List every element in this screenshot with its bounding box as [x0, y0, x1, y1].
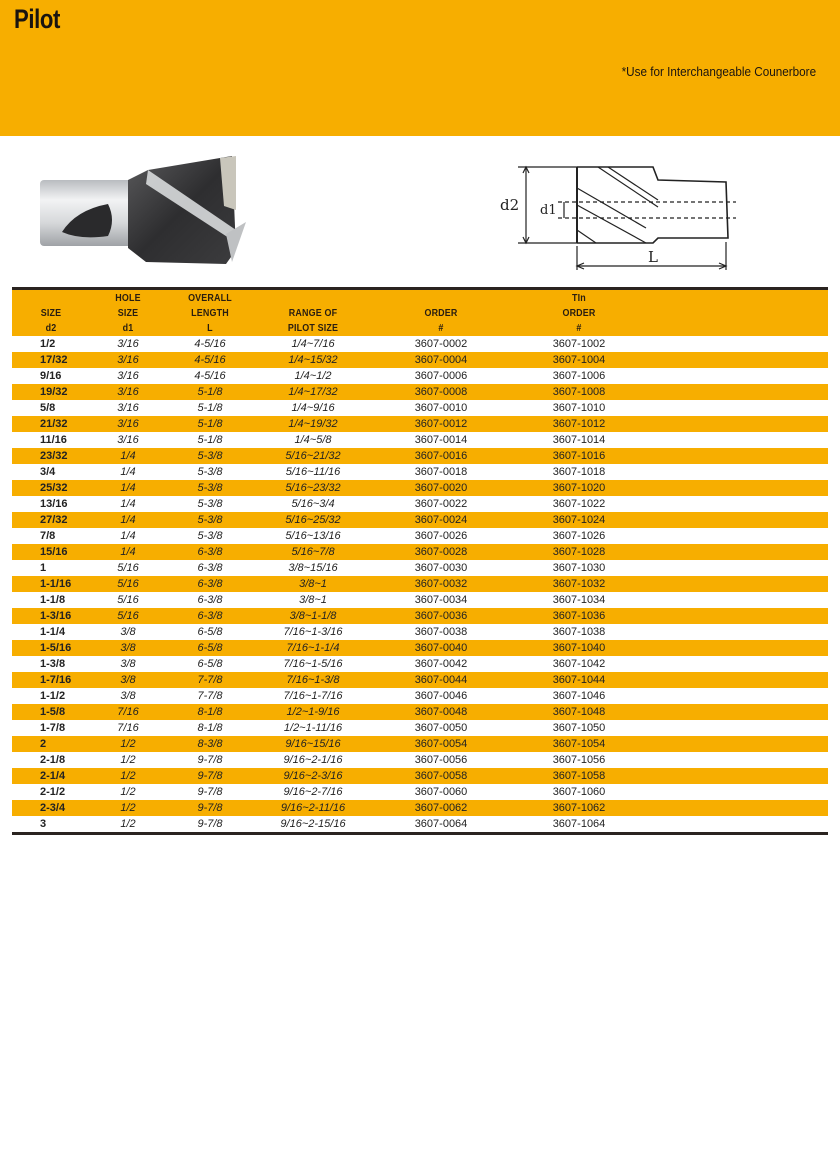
cell-hole: 3/8 — [120, 674, 136, 686]
cell-tin-order: 3607-1050 — [552, 722, 606, 734]
cell-length: 6-3/8 — [197, 610, 223, 622]
cell-tin-order: 3607-1026 — [552, 530, 606, 542]
cell-spacer — [648, 624, 828, 640]
cell-hole: 3/16 — [117, 386, 139, 398]
cell-hole: 1/4 — [120, 466, 136, 478]
cell-length: 8-1/8 — [197, 722, 223, 734]
cell-order: 3607-0020 — [414, 482, 468, 494]
cell-range: 1/2~1-11/16 — [283, 722, 343, 734]
cell-spacer — [648, 704, 828, 720]
cell-length: 5-3/8 — [197, 450, 223, 462]
label-d2: d2 — [500, 196, 520, 214]
cell-length: 9-7/8 — [197, 802, 223, 814]
label-d1: d1 — [540, 203, 557, 218]
cell-spacer — [648, 496, 828, 512]
table-row — [12, 672, 828, 688]
label-L: L — [648, 248, 658, 266]
table-row — [12, 640, 828, 656]
cell-size: 1-3/8 — [40, 658, 66, 670]
cell-tin-order: 3607-1042 — [552, 658, 606, 670]
table-row — [12, 592, 828, 608]
cell-range: 5/16~21/32 — [285, 450, 341, 462]
table-row — [12, 656, 828, 672]
cell-size: 23/32 — [40, 450, 68, 462]
cell-spacer — [648, 352, 828, 368]
cell-spacer — [648, 672, 828, 688]
cell-range: 1/4~1/2 — [294, 370, 332, 382]
cell-tin-order: 3607-1048 — [552, 706, 606, 718]
cell-spacer — [648, 448, 828, 464]
cell-order: 3607-0012 — [414, 418, 468, 430]
cell-order: 3607-0016 — [414, 450, 468, 462]
cell-tin-order: 3607-1036 — [552, 610, 606, 622]
cell-range: 5/16~25/32 — [285, 514, 341, 526]
cell-length: 8-1/8 — [197, 706, 223, 718]
cell-range: 9/16~15/16 — [285, 738, 341, 750]
col-header-order: ORDER # — [424, 307, 458, 334]
cell-spacer — [648, 528, 828, 544]
cell-order: 3607-0050 — [414, 722, 468, 734]
product-photo — [36, 150, 252, 272]
cell-size: 2 — [40, 738, 47, 750]
col-header-spacer — [648, 290, 828, 336]
cell-spacer — [648, 464, 828, 480]
cell-range: 1/4~15/32 — [288, 354, 338, 366]
cell-size: 1-1/8 — [40, 594, 66, 606]
cell-length: 6-3/8 — [197, 578, 223, 590]
col-header-hole-size: HOLE SIZE d1 — [115, 292, 141, 334]
cell-tin-order: 3607-1024 — [552, 514, 606, 526]
cell-length: 6-5/8 — [197, 626, 223, 638]
cell-size: 1-1/2 — [40, 690, 66, 702]
cell-order: 3607-0064 — [414, 818, 468, 830]
cell-range: 3/8~1 — [299, 594, 327, 606]
table-row — [12, 384, 828, 400]
table-row — [12, 464, 828, 480]
cell-range: 3/8~15/16 — [288, 562, 338, 574]
cell-tin-order: 3607-1032 — [552, 578, 606, 590]
cell-size: 15/16 — [40, 546, 68, 558]
cell-size: 7/8 — [40, 530, 56, 542]
cell-size: 13/16 — [40, 498, 68, 510]
cell-length: 5-3/8 — [197, 498, 223, 510]
cell-range: 5/16~23/32 — [285, 482, 341, 494]
usage-note: *Use for Interchangeable Counerbore — [621, 64, 816, 79]
cell-tin-order: 3607-1012 — [552, 418, 606, 430]
dimension-diagram — [496, 150, 746, 275]
cell-size: 27/32 — [40, 514, 68, 526]
cell-hole: 1/4 — [120, 546, 136, 558]
cell-hole: 1/2 — [120, 802, 136, 814]
table-row — [12, 720, 828, 736]
table-row — [12, 704, 828, 720]
cell-spacer — [648, 336, 828, 352]
cell-spacer — [648, 608, 828, 624]
cell-size: 2-3/4 — [40, 802, 66, 814]
cell-spacer — [648, 480, 828, 496]
cell-hole: 1/2 — [120, 770, 136, 782]
cell-range: 3/8~1-1/8 — [289, 610, 337, 622]
cell-spacer — [648, 416, 828, 432]
cell-size: 21/32 — [40, 418, 68, 430]
cell-order: 3607-0014 — [414, 434, 468, 446]
cell-tin-order: 3607-1058 — [552, 770, 606, 782]
cell-order: 3607-0006 — [414, 370, 468, 382]
table-row — [12, 688, 828, 704]
cell-hole: 1/4 — [120, 482, 136, 494]
table-row — [12, 576, 828, 592]
cell-order: 3607-0046 — [414, 690, 468, 702]
cell-length: 6-3/8 — [197, 594, 223, 606]
table-row — [12, 448, 828, 464]
cell-range: 7/16~1-5/16 — [283, 658, 343, 670]
cell-order: 3607-0004 — [414, 354, 468, 366]
cell-order: 3607-0028 — [414, 546, 468, 558]
cell-hole: 5/16 — [117, 578, 139, 590]
table-row — [12, 336, 828, 352]
table-row — [12, 736, 828, 752]
cell-order: 3607-0042 — [414, 658, 468, 670]
cell-tin-order: 3607-1054 — [552, 738, 606, 750]
cell-order: 3607-0024 — [414, 514, 468, 526]
col-header-tin-order: TIn ORDER # — [562, 292, 596, 334]
cell-tin-order: 3607-1020 — [552, 482, 606, 494]
cell-size: 3/4 — [40, 466, 56, 478]
table-row — [12, 624, 828, 640]
cell-size: 17/32 — [40, 354, 68, 366]
cell-tin-order: 3607-1018 — [552, 466, 606, 478]
table-row — [12, 400, 828, 416]
cell-length: 5-3/8 — [197, 514, 223, 526]
cell-size: 1 — [40, 562, 47, 574]
cell-range: 9/16~2-3/16 — [283, 770, 343, 782]
cell-range: 7/16~1-7/16 — [283, 690, 343, 702]
cell-spacer — [648, 544, 828, 560]
cell-tin-order: 3607-1056 — [552, 754, 606, 766]
cell-range: 1/4~5/8 — [294, 434, 332, 446]
cell-tin-order: 3607-1030 — [552, 562, 606, 574]
cell-hole: 1/2 — [120, 738, 136, 750]
cell-tin-order: 3607-1034 — [552, 594, 606, 606]
cell-spacer — [648, 720, 828, 736]
cell-spacer — [648, 432, 828, 448]
cell-length: 5-1/8 — [197, 434, 223, 446]
cell-size: 1-5/16 — [40, 642, 72, 654]
cell-spacer — [648, 800, 828, 816]
cell-range: 5/16~7/8 — [291, 546, 335, 558]
cell-tin-order: 3607-1044 — [552, 674, 606, 686]
cell-size: 1-7/16 — [40, 674, 72, 686]
cell-spacer — [648, 384, 828, 400]
table-row — [12, 800, 828, 816]
cell-size: 2-1/8 — [40, 754, 66, 766]
cell-size: 1-5/8 — [40, 706, 66, 718]
cell-order: 3607-0040 — [414, 642, 468, 654]
cell-order: 3607-0062 — [414, 802, 468, 814]
cell-order: 3607-0034 — [414, 594, 468, 606]
cell-range: 7/16~1-3/8 — [286, 674, 340, 686]
cell-order: 3607-0022 — [414, 498, 468, 510]
table-row — [12, 608, 828, 624]
table-row — [12, 560, 828, 576]
cell-order: 3607-0044 — [414, 674, 468, 686]
table-body — [12, 336, 828, 832]
cell-hole: 1/4 — [120, 514, 136, 526]
cell-order: 3607-0048 — [414, 706, 468, 718]
cell-hole: 3/16 — [117, 370, 139, 382]
cell-order: 3607-0036 — [414, 610, 468, 622]
cell-range: 9/16~2-11/16 — [280, 802, 346, 814]
cell-order: 3607-0010 — [414, 402, 468, 414]
cell-tin-order: 3607-1004 — [552, 354, 606, 366]
cell-length: 4-5/16 — [194, 354, 226, 366]
cell-length: 9-7/8 — [197, 754, 223, 766]
cell-size: 3 — [40, 818, 47, 830]
cell-tin-order: 3607-1038 — [552, 626, 606, 638]
cell-length: 5-1/8 — [197, 402, 223, 414]
cell-hole: 3/8 — [120, 626, 136, 638]
cell-order: 3607-0030 — [414, 562, 468, 574]
cell-size: 25/32 — [40, 482, 68, 494]
cell-hole: 5/16 — [117, 594, 139, 606]
cell-order: 3607-0008 — [414, 386, 468, 398]
cell-range: 3/8~1 — [299, 578, 327, 590]
cell-order: 3607-0058 — [414, 770, 468, 782]
cell-range: 1/4~17/32 — [288, 386, 338, 398]
cell-hole: 3/8 — [120, 690, 136, 702]
cell-hole: 5/16 — [117, 610, 139, 622]
table-header-row — [12, 290, 828, 336]
cell-hole: 1/4 — [120, 498, 136, 510]
cell-range: 1/2~1-9/16 — [286, 706, 340, 718]
cell-length: 5-3/8 — [197, 466, 223, 478]
table-row — [12, 480, 828, 496]
cell-range: 1/4~19/32 — [288, 418, 338, 430]
cell-tin-order: 3607-1016 — [552, 450, 606, 462]
cell-hole: 1/2 — [120, 786, 136, 798]
cell-range: 1/4~7/16 — [291, 338, 335, 350]
cell-size: 1-1/16 — [40, 578, 72, 590]
cell-range: 5/16~3/4 — [291, 498, 335, 510]
table-row — [12, 816, 828, 832]
table-row — [12, 768, 828, 784]
cell-hole: 3/16 — [117, 402, 139, 414]
cell-spacer — [648, 400, 828, 416]
cell-spacer — [648, 752, 828, 768]
cell-range: 9/16~2-1/16 — [283, 754, 343, 766]
cell-length: 5-3/8 — [197, 482, 223, 494]
cell-spacer — [648, 688, 828, 704]
cell-order: 3607-0056 — [414, 754, 468, 766]
cell-tin-order: 3607-1062 — [552, 802, 606, 814]
table-row — [12, 528, 828, 544]
table-row — [12, 368, 828, 384]
table-row — [12, 544, 828, 560]
col-header-size: SIZE d2 — [40, 307, 62, 334]
cell-tin-order: 3607-1002 — [552, 338, 606, 350]
cell-length: 5-1/8 — [197, 386, 223, 398]
spec-table — [12, 287, 828, 835]
cell-tin-order: 3607-1008 — [552, 386, 606, 398]
cell-range: 5/16~13/16 — [285, 530, 341, 542]
cell-range: 9/16~2-15/16 — [280, 818, 346, 830]
cell-spacer — [648, 640, 828, 656]
cell-hole: 1/2 — [120, 818, 136, 830]
table-row — [12, 496, 828, 512]
cell-size: 1-3/16 — [40, 610, 72, 622]
cell-length: 9-7/8 — [197, 770, 223, 782]
table-bottom-rule — [12, 832, 828, 835]
table-row — [12, 432, 828, 448]
cell-spacer — [648, 736, 828, 752]
cell-order: 3607-0002 — [414, 338, 468, 350]
cell-tin-order: 3607-1022 — [552, 498, 606, 510]
cell-length: 6-3/8 — [197, 562, 223, 574]
cell-size: 1-1/4 — [40, 626, 66, 638]
cell-length: 5-3/8 — [197, 530, 223, 542]
cell-hole: 7/16 — [117, 706, 139, 718]
cell-hole: 3/16 — [117, 354, 139, 366]
cell-size: 2-1/4 — [40, 770, 66, 782]
cell-order: 3607-0038 — [414, 626, 468, 638]
cell-hole: 5/16 — [117, 562, 139, 574]
cell-order: 3607-0018 — [414, 466, 468, 478]
cell-tin-order: 3607-1006 — [552, 370, 606, 382]
cell-length: 8-3/8 — [197, 738, 223, 750]
cell-hole: 3/16 — [117, 434, 139, 446]
cell-length: 4-5/16 — [194, 338, 226, 350]
cell-size: 5/8 — [40, 402, 56, 414]
cell-tin-order: 3607-1040 — [552, 642, 606, 654]
cell-length: 9-7/8 — [197, 786, 223, 798]
cell-spacer — [648, 816, 828, 832]
table-row — [12, 784, 828, 800]
cell-order: 3607-0032 — [414, 578, 468, 590]
cell-range: 7/16~1-3/16 — [283, 626, 343, 638]
cell-length: 4-5/16 — [194, 370, 226, 382]
cell-spacer — [648, 768, 828, 784]
cell-tin-order: 3607-1064 — [552, 818, 606, 830]
cell-order: 3607-0026 — [414, 530, 468, 542]
cell-spacer — [648, 656, 828, 672]
cell-hole: 7/16 — [117, 722, 139, 734]
table-row — [12, 752, 828, 768]
cell-hole: 1/4 — [120, 530, 136, 542]
cell-tin-order: 3607-1060 — [552, 786, 606, 798]
col-header-range: RANGE OF PILOT SIZE — [287, 307, 339, 334]
cell-size: 11/16 — [40, 434, 67, 446]
header-banner — [0, 0, 840, 136]
cell-hole: 3/16 — [117, 338, 139, 350]
cell-range: 9/16~2-7/16 — [283, 786, 343, 798]
cell-spacer — [648, 784, 828, 800]
cell-size: 2-1/2 — [40, 786, 66, 798]
cell-spacer — [648, 576, 828, 592]
cell-hole: 1/2 — [120, 754, 136, 766]
cell-range: 1/4~9/16 — [291, 402, 335, 414]
table-row — [12, 512, 828, 528]
cell-order: 3607-0054 — [414, 738, 468, 750]
cell-size: 19/32 — [40, 386, 68, 398]
cell-length: 7-7/8 — [197, 690, 223, 702]
table-row — [12, 416, 828, 432]
cell-tin-order: 3607-1010 — [552, 402, 606, 414]
cell-length: 6-5/8 — [197, 658, 223, 670]
cell-size: 9/16 — [40, 370, 62, 382]
cell-length: 6-3/8 — [197, 546, 223, 558]
cell-tin-order: 3607-1014 — [552, 434, 606, 446]
cell-length: 9-7/8 — [197, 818, 223, 830]
col-header-overall-length: OVERALL LENGTH L — [188, 292, 232, 334]
cell-hole: 1/4 — [120, 450, 136, 462]
cell-hole: 3/16 — [117, 418, 139, 430]
page-title: Pilot — [14, 4, 60, 34]
cell-spacer — [648, 368, 828, 384]
cell-hole: 3/8 — [120, 642, 136, 654]
cell-length: 5-1/8 — [197, 418, 223, 430]
table-row — [12, 352, 828, 368]
cell-tin-order: 3607-1046 — [552, 690, 606, 702]
cell-length: 6-5/8 — [197, 642, 223, 654]
cell-range: 7/16~1-1/4 — [286, 642, 340, 654]
cell-size: 1/2 — [40, 338, 56, 350]
cell-hole: 3/8 — [120, 658, 136, 670]
cell-size: 1-7/8 — [40, 722, 66, 734]
cell-range: 5/16~11/16 — [285, 466, 341, 478]
cell-spacer — [648, 560, 828, 576]
cell-length: 7-7/8 — [197, 674, 223, 686]
cell-tin-order: 3607-1028 — [552, 546, 606, 558]
cell-spacer — [648, 512, 828, 528]
cell-spacer — [648, 592, 828, 608]
cell-order: 3607-0060 — [414, 786, 468, 798]
